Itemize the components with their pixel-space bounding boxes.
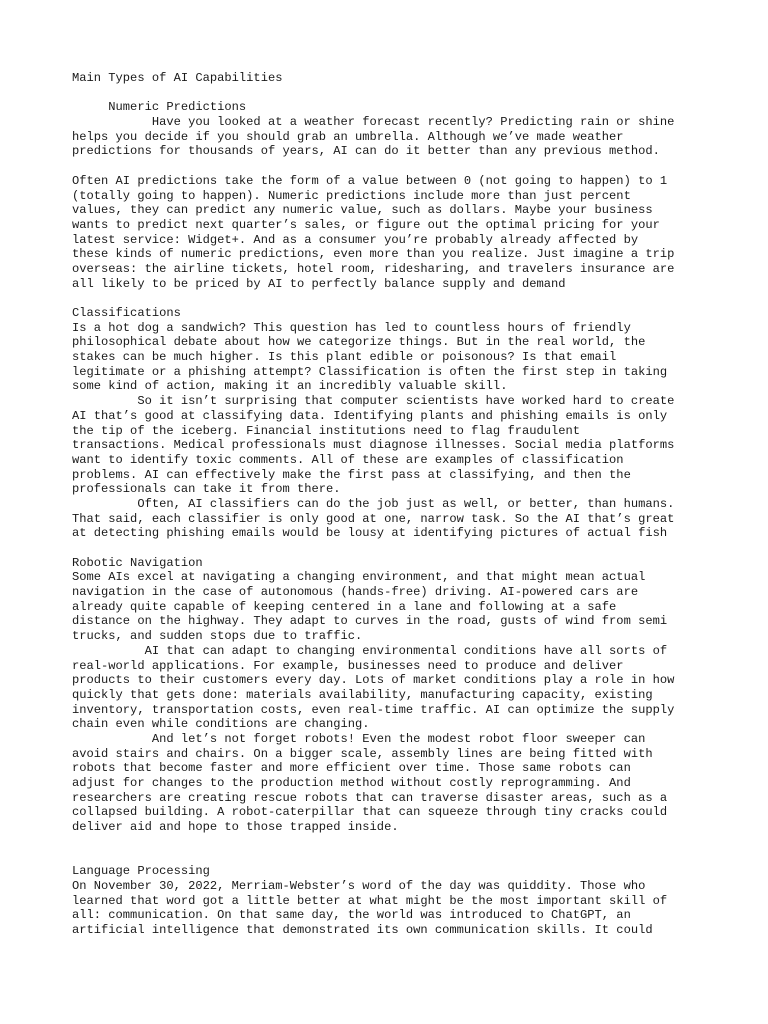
document-line: inventory, transportation costs, even real-time traffic. AI can optimize the supply [72,702,675,717]
document-line: Have you looked at a weather forecast recently? Predicting rain or shine [72,115,675,130]
document-line: Some AIs excel at navigating a changing environment, and that might mean actual [72,570,646,585]
document-line: transactions. Medical professionals must diagnose illnesses. Social media platforms [72,438,675,453]
document-line: all likely to be priced by AI to perfectly balance supply and demand [72,276,566,291]
document-line: helps you decide if you should grab an umbrella. Although we’ve made weather [72,129,624,144]
document-page [72,71,722,938]
document-line: AI that can adapt to changing environmental conditions have all sorts of [72,643,668,658]
document-line: distance on the highway. They adapt to curves in the road, gusts of wind from semi [72,614,668,629]
document-line: And let’s not forget robots! Even the modest robot floor sweeper can [72,731,646,746]
document-line: real-world applications. For example, businesses need to produce and deliver [72,658,624,673]
blank-line [72,835,722,850]
document-line: at detecting phishing emails would be lousy at identifying pictures of actual fish [72,526,668,541]
document-line: Robotic Navigation [72,555,203,570]
document-line: deliver aid and hope to those trapped inside. [72,820,399,835]
document-line: problems. AI can effectively make the first pass at classifying, and then the [72,467,631,482]
document-line: On November 30, 2022, Merriam-Webster’s word of the day was quiddity. Those who [72,878,646,893]
document-line: adjust for changes to the production method without costly reprogramming. And [72,776,631,790]
document-line: philosophical debate about how we categorize things. But in the real world, the [72,335,646,350]
document-line: AI that’s good at classifying data. Identifying plants and phishing emails is only [72,408,668,423]
document-line: stakes can be much higher. Is this plant edible or poisonous? Is that email [72,350,617,365]
document-line: Language Processing [72,864,210,879]
document-line: legitimate or a phishing attempt? Classification is often the first step in taking [72,364,668,379]
blank-line [72,159,722,174]
document-line: trucks, and sudden stops due to traffic. [72,629,363,644]
document-line: avoid stairs and chairs. On a bigger scale, assembly lines are being fitted with [72,746,653,761]
document-line: chain even while conditions are changing. [72,717,370,732]
document-line: Often, AI classifiers can do the job just as well, or better, than humans. [72,496,675,511]
document-line: navigation in the case of autonomous (hands-free) driving. AI-powered cars are [72,585,639,600]
document-line: quickly that gets done: materials availability, manufacturing capacity, existing [72,687,653,702]
document-line: latest service: Widget+. And as a consumer you’re probably already affected by [72,232,639,247]
document-line: overseas: the airline tickets, hotel room, ridesharing, and travelers insurance are [72,261,675,276]
blank-line [72,86,722,101]
document-line: products to their customers every day. Lots of market conditions play a role in how [72,673,675,688]
document-line: researchers are creating rescue robots that can traverse disaster areas, such as a [72,790,668,805]
document-line: all: communication. On that same day, the world was introduced to ChatGPT, an [72,908,631,923]
blank-line [72,541,722,556]
document-line: wants to predict next quarter’s sales, or figure out the optimal pricing for your [72,217,660,232]
document-line: these kinds of numeric predictions, even more than you realize. Just imagine a trip [72,247,675,262]
document-line: artificial intelligence that demonstrated its own communication skills. It could [72,922,653,937]
document-line: learned that word got a little better at what might be the most important skill of [72,893,668,908]
document-line: professionals can take it from there. [72,482,341,497]
document-line: Classifications [72,306,181,320]
document-line: values, they can predict any numeric value, such as dollars. Maybe your business [72,203,653,218]
document-line: (totally going to happen). Numeric predictions include more than just percent [72,188,631,203]
document-line: robots that become faster and more efficient over time. Those same robots can [72,761,631,776]
document-line: already quite capable of keeping centered in a lane and following at a safe [72,599,617,614]
blank-line [72,291,722,306]
document-line: predictions for thousands of years, AI can do it better than any previous method. [72,144,660,159]
document-line: some kind of action, making it an incredibly valuable skill. [72,379,508,394]
blank-line [72,849,722,864]
document-line: Often AI predictions take the form of a value between 0 (not going to happen) to 1 [72,173,668,188]
document-line: collapsed building. A robot-caterpillar that can squeeze through tiny cracks could [72,805,668,820]
document-line: That said, each classifier is only good at one, narrow task. So the AI that’s great [72,511,675,526]
document-line: the tip of the iceberg. Financial institutions need to flag fraudulent [72,423,581,438]
document-line: Numeric Predictions [72,100,247,115]
document-line: So it isn’t surprising that computer scientists have worked hard to create [72,394,675,409]
document-line: Main Types of AI Capabilities [72,71,283,85]
document-line: Is a hot dog a sandwich? This question has led to countless hours of friendly [72,320,631,335]
document-line: want to identify toxic comments. All of these are examples of classification [72,452,624,467]
